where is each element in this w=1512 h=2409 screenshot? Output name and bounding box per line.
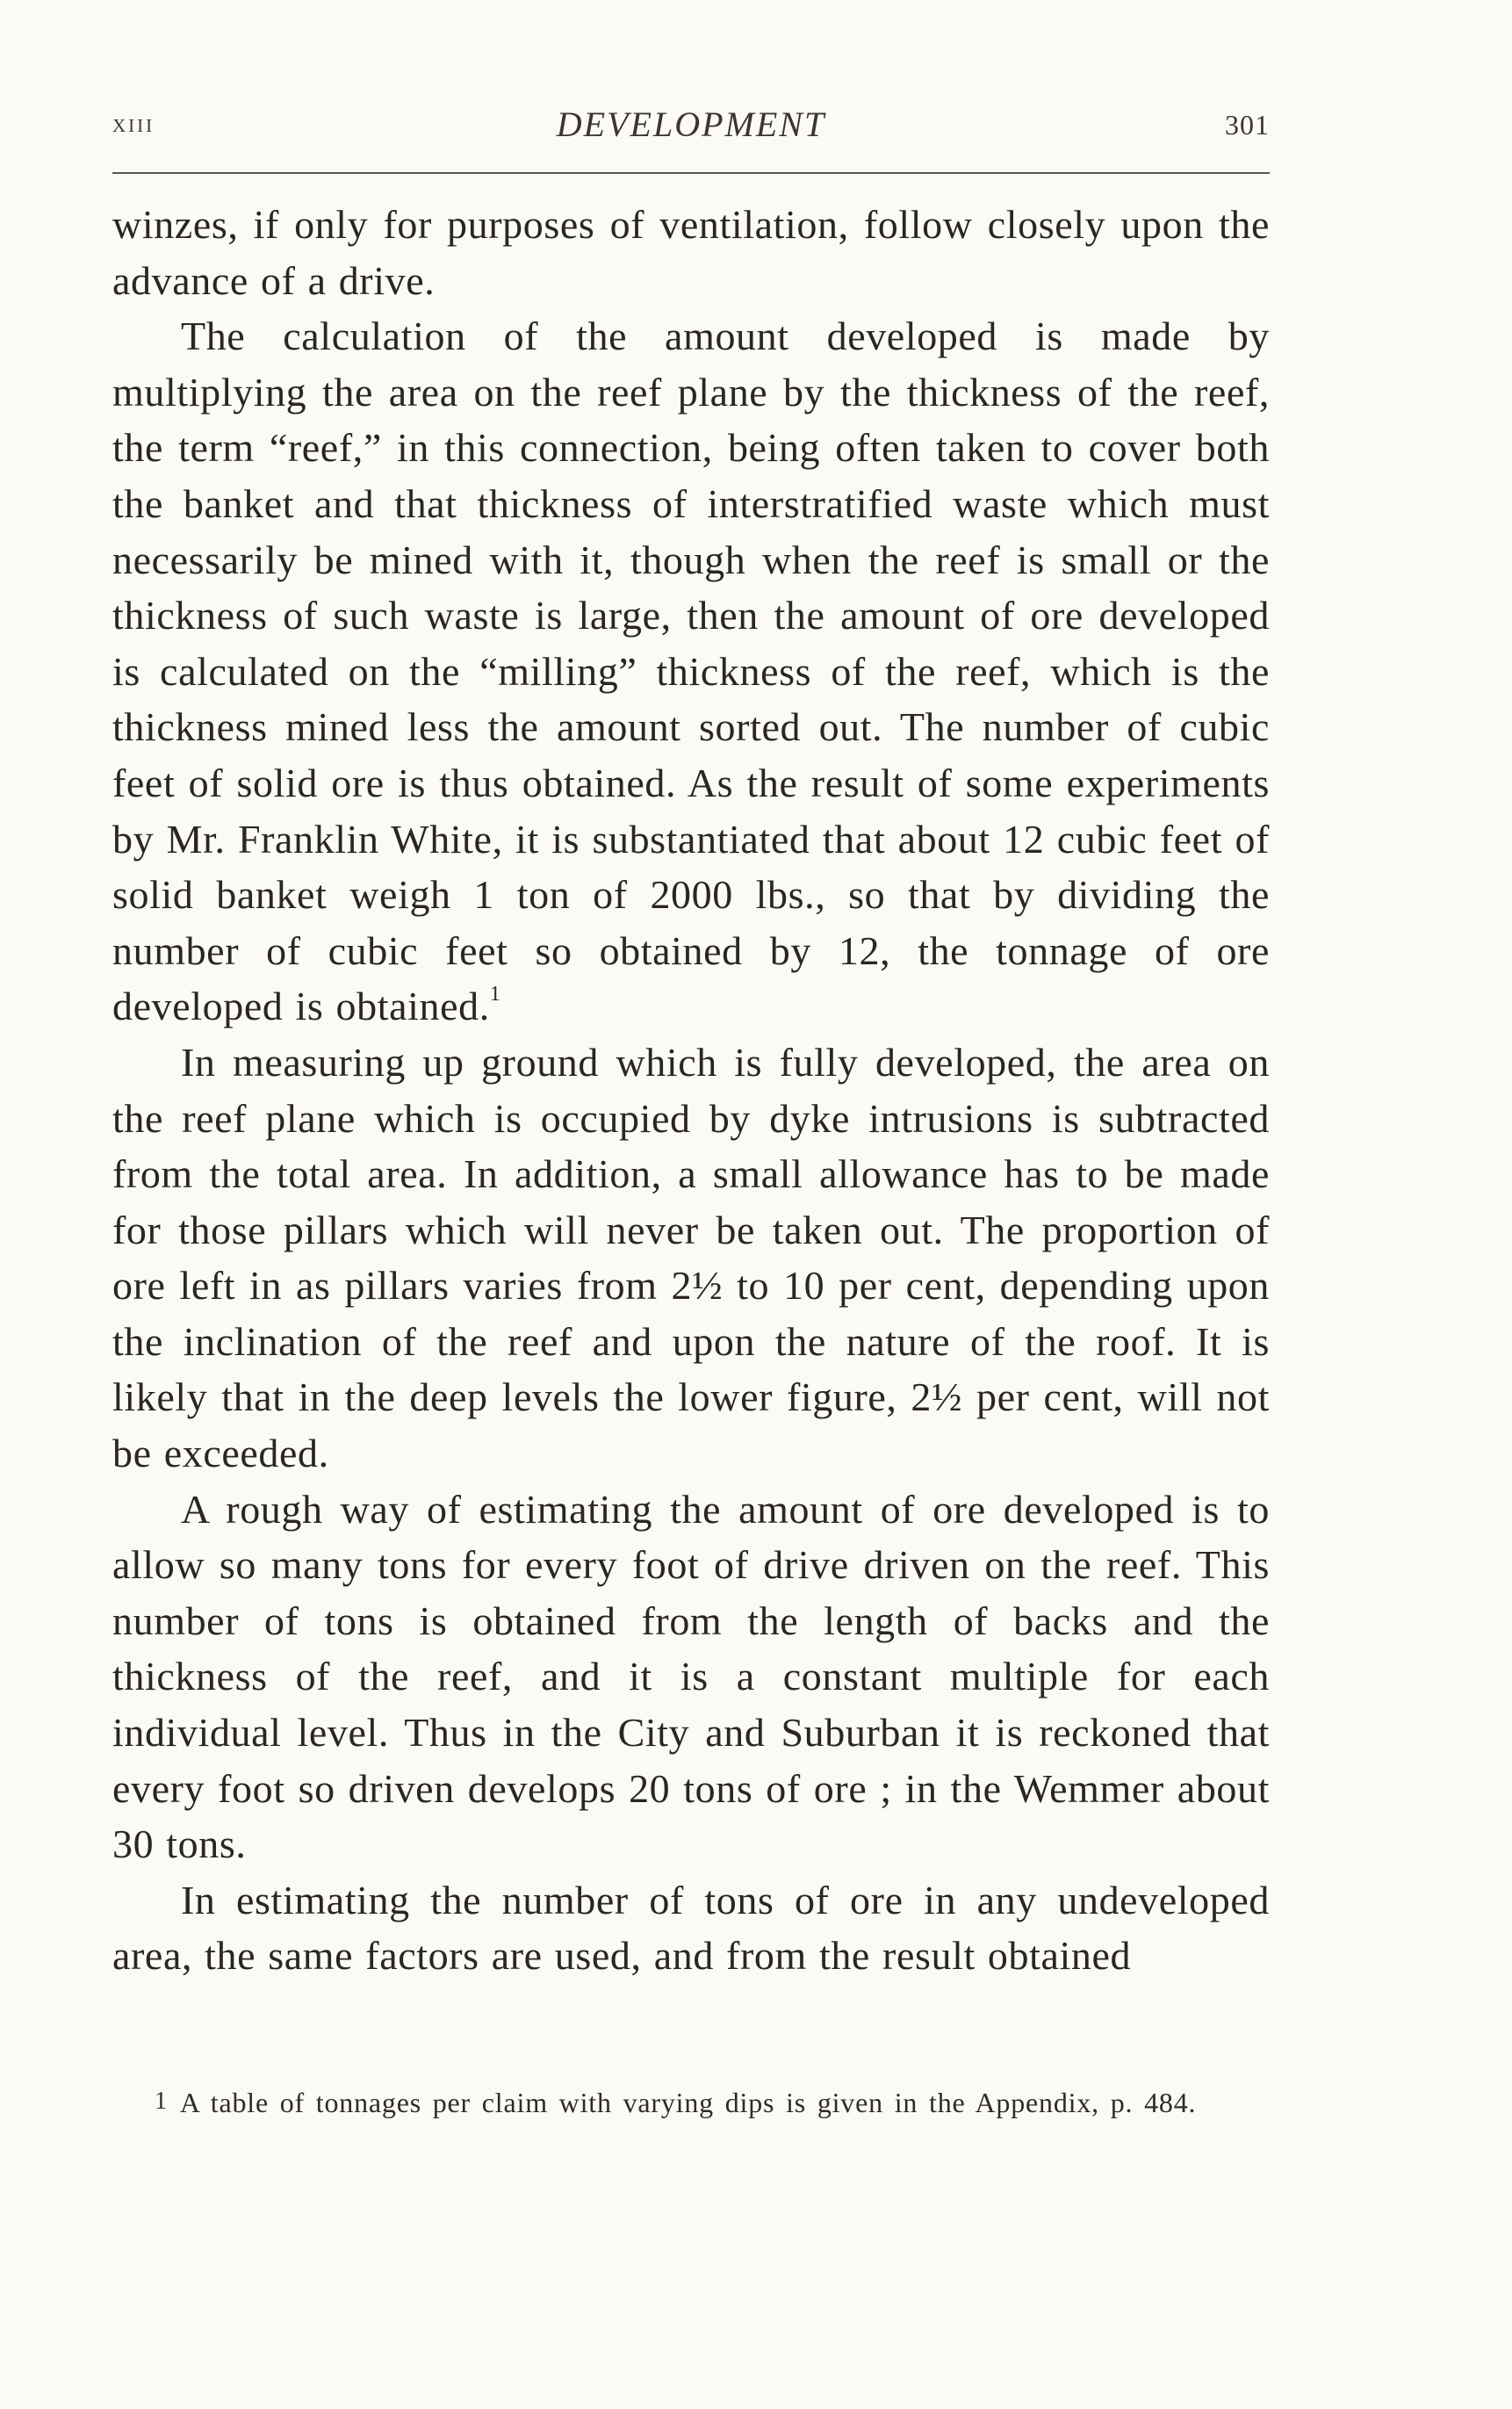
paragraph-3: In measuring up ground which is fully developed, the area on the reef plane which is occupied by dyke intrusions is subtracted from the total area. In addition, a small allowance has to be made for those pillars which will never be taken out. The proportion of ore left in as pillars varies from 2½ to 10 per cent, depending upon the inclination of the reef and upon the nature of the roof. It is likely that in the deep levels the lower figure, 2½ per cent, will not be exceeded. bbox=[112, 1039, 1270, 1476]
paragraph-2 bbox=[112, 308, 1270, 1035]
body-text bbox=[112, 197, 1270, 1984]
footnote bbox=[112, 2081, 1270, 2126]
paragraph-2-text: The calculation of the amount developed is made by multiplying the area on the reef plane by the thickness of the reef, the term “reef,” in this connection, being often taken to cover both the banket and that thickness of interstratified waste which must necessarily be mined with it, though when the reef is small or the thickness of such waste is large, then the amount of ore developed is calculated on the “milling” thickness of the reef, which is the thickness mined less the amount sorted out. The number of cubic feet of solid ore is thus obtained. As the result of some experiments by Mr. Franklin White, it is substantiated that about 12 cubic feet of solid banket weigh 1 ton of 2000 lbs., so that by dividing the number of cubic feet so obtained by 12, the tonnage of ore developed is obtained. bbox=[112, 314, 1270, 1029]
paragraph-1: winzes, if only for purposes of ventilation, follow closely upon the advance of a drive. bbox=[112, 202, 1270, 303]
footnote-text: A table of tonnages per claim with varying dips is given in the Appendix, p. 484. bbox=[179, 2087, 1197, 2118]
page-number: 301 bbox=[1225, 109, 1270, 141]
paragraph-4: A rough way of estimating the amount of ore developed is to allow so many tons for every foot of drive driven on the reef. This number of tons is obtained from the length of backs and the thickness of the reef, and it is a constant multiple for each individual level. Thus in the City and Suburban it is reckoned that every foot so driven develops 20 tons of ore ; in the Wemmer about 30 tons. bbox=[112, 1486, 1270, 1867]
paragraph-5: In estimating the number of tons of ore in any undeveloped area, the same factors are used, and from the result obtained bbox=[112, 1877, 1270, 1979]
book-page bbox=[112, 104, 1270, 2118]
footnote-marker: 1 bbox=[155, 2088, 168, 2115]
running-head bbox=[112, 104, 1270, 153]
chapter-number: xiii bbox=[112, 109, 155, 138]
running-title: DEVELOPMENT bbox=[556, 105, 826, 144]
footnote-reference: 1 bbox=[489, 983, 501, 1006]
header-rule bbox=[112, 172, 1270, 174]
